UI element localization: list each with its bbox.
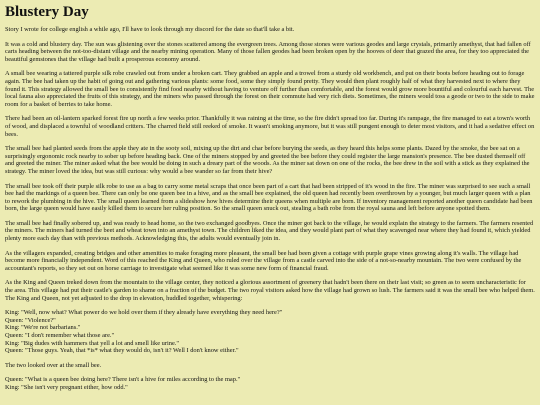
dialogue-line: Queen: "What is a queen bee doing here? There isn't a hive for miles according to the map." — [5, 376, 241, 384]
paragraph: Story I wrote for college english a while ago, I'll have to look through my discord for the date so that'll take a bit. — [5, 26, 295, 33]
paragraph: As the King and Queen treked down from the mountain to the village center, they noticed a glorious assortment of greenery that hadn't been there on their last visit; so green as to seem uncharacteristic for the area. This village had put their castle's garden to shame on a fraction of the budget. The two royal visitors asked how the village had grown so lush. The farmers said it was the small bee who helped them. The King and Queen, not yet adjusted to the drop in elevation, huddled together, whispering: — [5, 279, 535, 302]
paragraph: It was a cold and blustery day. The sun was glistening over the stones scattered among the evergreen trees. Among those stones were various geodes and large crystals, primarily amethyst, that had fallen off carts heading between the not-too-distant village and the nearby mining operation. Many of those fallen geodes had been broken open by the hooves of deer that grazed the area, for they too appreciated the beautiful gemstones that the village had built a prosperous economy around. — [5, 40, 531, 63]
paragraph: A small bee wearing a tattered purple silk robe crawled out from under a broken cart. They grabbed an apple and a trowel from a sturdy old workbench, and put on their boots before heading out to forage again. The bee had taken up the habit of going out and gathering various plants: some food, some they simply found pretty. They would then plant roughly half of what they harvested next to where they found it. This strategy allowed the small bee to consistently find food nearby without having to venture off further than comfortable, and the forest would grow more bountiful and colourful each harvest. The local fauna also appreciated the fruits of this strategy, and the miners who passed through the forest on their commute had very rich diets. Sometimes, the miners would toss a geode or two to the side to make room for a basket of berries to take home. — [5, 70, 535, 108]
dialogue-line: Queen: "Those guys. Yeah, that *is* what they would do, isn't it? Well I don't know either." — [5, 347, 239, 355]
paragraph: The small bee had planted seeds from the apple they ate in the sooty soil, mixing up the dirt and char before burying the seeds, as they heard this helps some plants. Dazed by the smoke, the bee sat on a surprisingly ergonomic rock nearby to sober up before heading back. One of the miners stopped by and greeted the bee before they could register the large mansion's presence. The bee dusted themself off and greeted the miner. The miner asked what the bee would be doing in such a dreary part of the woods. As the miner sat down on one of the rocks, the bee drew in the soil with a stick as they explained the strategy. The miner loved the idea, but was still curious: why would a bee wander so far from their hive? — [5, 145, 530, 175]
document-title: Blustery Day — [5, 4, 89, 20]
dialogue-line: King: "She isn't very pregnant either, how odd." — [5, 383, 128, 391]
paragraph: The small bee had finally sobered up, and was ready to head home, so the two exchanged goodbyes. Once the miner got back to the village, he would explain the strategy to the farmers. The farmers resented the miners. The miners had turned the beet and wheat town into an amethyst town. The children liked the idea, and they would plant part of what they scavenged near where they had found it, which yielded plenty more each day than with previous methods. Acknowledging this, the adults would eventually join in. — [5, 219, 534, 243]
dialogue-line: Queen: "Violence?" — [5, 316, 56, 324]
paragraph: As the villagers expanded, creating bridges and other amenities to make foraging more pleasant, the small bee had been given a cottage with purple grape vines growing along it's walls. The village had become more financially independent. Word of this reached the King and Queen, who ruled over the village from a castle carved into the side of a not-so-nearby mountain. The two were confused by the accountant's reports, so they set out on horse carriage to investigate what seemed like it was some new form of financial fraud. — [5, 249, 522, 272]
paragraph: There had been an oil-lantern sparked forest fire up north a few weeks prior. Thankfully it was raining at the time, so the fire didn't spread too far. During it's rampage, the fire managed to eat a town's worth of wood, and displaced a townful of woodland critters. The charred field still reeked of smoke. It wasn't smoking anymore, but it was still pungent enough to deter most visitors, and it had a sedative effect on bees. — [5, 115, 535, 138]
dialogue-block — [5, 309, 535, 355]
dialogue-line: King: "We're not barbarians." — [5, 324, 81, 332]
dialogue-line: King: "Big dudes with hammers that yell a lot and smell like urine." — [5, 339, 180, 347]
dialogue-line: King: "Well, now what? What power do we hold over them if they already have everything they need here?" — [5, 309, 283, 317]
paragraph: The two looked over at the small bee. — [5, 361, 102, 369]
dialogue-line: Queen: "I don't remember what those are." — [5, 332, 115, 339]
dialogue-block — [5, 376, 535, 391]
paragraph: The small bee took off their purple silk robe to use as a bag to carry some metal scraps that once been part of a cart that had been stripped of it's wood in the fire. The miner was surprised to see such a small bee had the markings of a queen bee. There can only be one queen bee in a hive, and as the small bee explained, the old queen had recently been overthrown by a younger, but much larger queen with a plan to rework the plumbing in the hive. The small queen learned from a slideshow how hives determine their queens when multiple are born. If inventory management reported another queen candidate had been born, the large queen would have easily killed them to secure her ruling position. So the small queen snuck out, stealing a bath robe from the royal sauna and left before anyone spotted them. — [5, 182, 533, 213]
